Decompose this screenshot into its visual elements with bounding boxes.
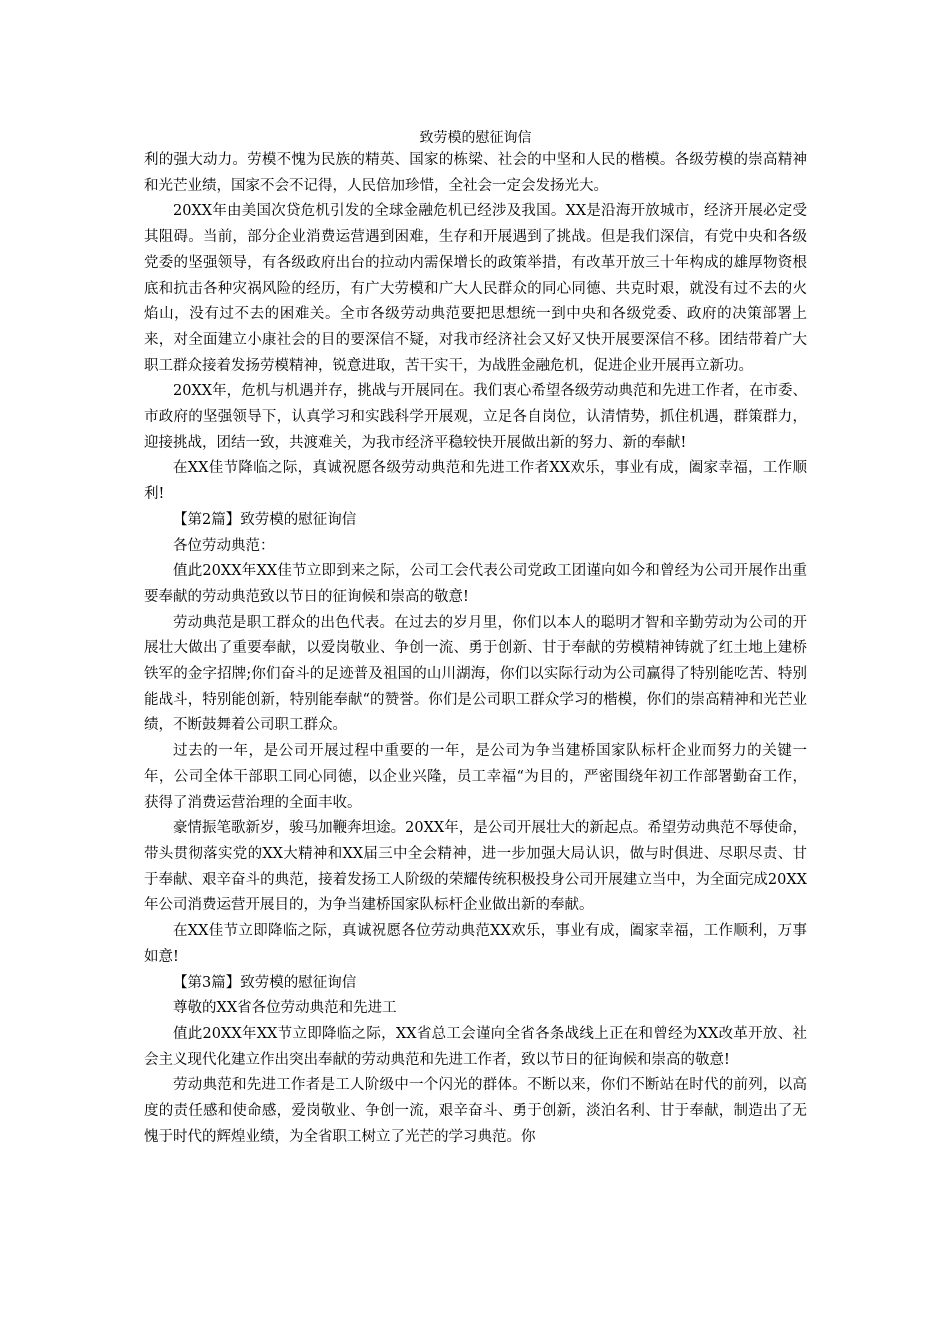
- document-title: 致劳模的慰征询信: [419, 130, 532, 146]
- paragraph: 值此20XX年XX佳节立即到来之际，公司工会代表公司党政工团谨向如今和曾经为公司开展作出重要奉献的劳动典范致以节日的征询候和崇高的敬意!: [144, 563, 807, 605]
- paragraph: 在XX佳节立即降临之际，真诚祝愿各位劳动典范XX欢乐，事业有成，阖家幸福，工作顺利，万事如意!: [144, 923, 807, 965]
- paragraph: 20XX年，危机与机遇并存，挑战与开展同在。我们衷心希望各级劳动典范和先进工作者，在市委、市政府的坚强领导下，认真学习和实践科学开展观，立足各自岗位，认清情势，抓住机遇，群策群力，迎接挑战，团结一致，共渡难关，为我市经济平稳较快开展做出新的努力、新的奉献!: [144, 383, 807, 451]
- paragraph: 【第3篇】致劳模的慰征询信: [173, 974, 357, 991]
- paragraph: 20XX年由美国次贷危机引发的全球金融危机已经涉及我国。XX是沿海开放城市，经济开展必定受其阻碍。当前，部分企业消费运营遇到困难，生存和开展遇到了挑战。但是我们深信，有党中央和各级党委的坚强领导，有各级政府出台的拉动内需保增长的政策举措，有改革开放三十年构成的雄厚物资根底和抗击各种灾祸风险的经历，有广大劳模和广大人民群众的同心同德、共克时艰，就没有过不去的火焰山，没有过不去的困难关。全市各级劳动典范要把思想统一到中央和各级党委、政府的决策部署上来，对全面建立小康社会的目的要深信不疑，对我市经济社会又好又快开展要深信不移。团结带着广大职工群众接着发扬劳模精神，锐意进取，苦干实干，为战胜金融危机，促进企业开展再立新功。: [144, 203, 807, 374]
- paragraph: 在XX佳节降临之际，真诚祝愿各级劳动典范和先进工作者XX欢乐，事业有成，阖家幸福，工作顺利!: [144, 460, 807, 503]
- paragraph: 劳动典范和先进工作者是工人阶级中一个闪光的群体。不断以来，你们不断站在时代的前列，以高度的责任感和使命感，爱岗敬业、争创一流，艰辛奋斗、勇于创新，淡泊名利、甘于奉献，制造出了无愧于时代的辉煌业绩，为全省职工树立了光芒的学习典范。你: [144, 1077, 807, 1145]
- paragraph: 尊敬的XX省各位劳动典范和先进工: [173, 1000, 397, 1017]
- paragraph: 利的强大动力。劳模不愧为民族的精英、国家的栋梁、社会的中坚和人民的楷模。各级劳模的崇高精神和光芒业绩，国家不会不记得，人民倍加珍惜，全社会一定会发扬光大。: [144, 152, 807, 194]
- paragraph: 豪情振笔歌新岁，骏马加鞭奔坦途。20XX年，是公司开展壮大的新起点。希望劳动典范不辱使命，带头贯彻落实党的XX大精神和XX届三中全会精神，进一步加强大局认识，做与时俱进、尽职尽责、甘于奉献、艰辛奋斗的典范，接着发扬工人阶级的荣耀传统积极投身公司开展建立当中，为全面完成20XX年公司消费运营开展目的，为争当建桥国家队标杆企业做出新的奉献。: [144, 820, 807, 914]
- paragraph: 【第2篇】致劳模的慰征询信: [173, 511, 357, 528]
- paragraph: 值此20XX年XX节立即降临之际，XX省总工会谨向全省各条战线上正在和曾经为XX改革开放、社会主义现代化建立作出突出奉献的劳动典范和先进工作者，致以节日的征询候和崇高的敬意!: [144, 1025, 807, 1068]
- paragraph: 各位劳动典范：: [173, 537, 275, 554]
- document-body: [144, 148, 807, 1150]
- paragraph: 劳动典范是职工群众的出色代表。在过去的岁月里，你们以本人的聪明才智和辛勤劳动为公司的开展壮大做出了重要奉献，以爱岗敬业、争创一流、勇于创新、甘于奉献的劳模精神铸就了红土地上建桥铁军的金字招牌;你们奋斗的足迹普及祖国的山川湖海，你们以实际行动为公司赢得了特别能吃苦、特别能战斗，特别能创新，特别能奉献“的赞誉。你们是公司职工群众学习的楷模，你们的崇高精神和光芒业绩，不断鼓舞着公司职工群众。: [144, 614, 807, 734]
- paragraph: 过去的一年，是公司开展过程中重要的一年，是公司为争当建桥国家队标杆企业而努力的关键一年，公司全体干部职工同心同德，以企业兴隆，员工幸福“为目的，严密围绕年初工作部署勤奋工作， 获得了消费运营治理的全面丰收。: [144, 743, 807, 811]
